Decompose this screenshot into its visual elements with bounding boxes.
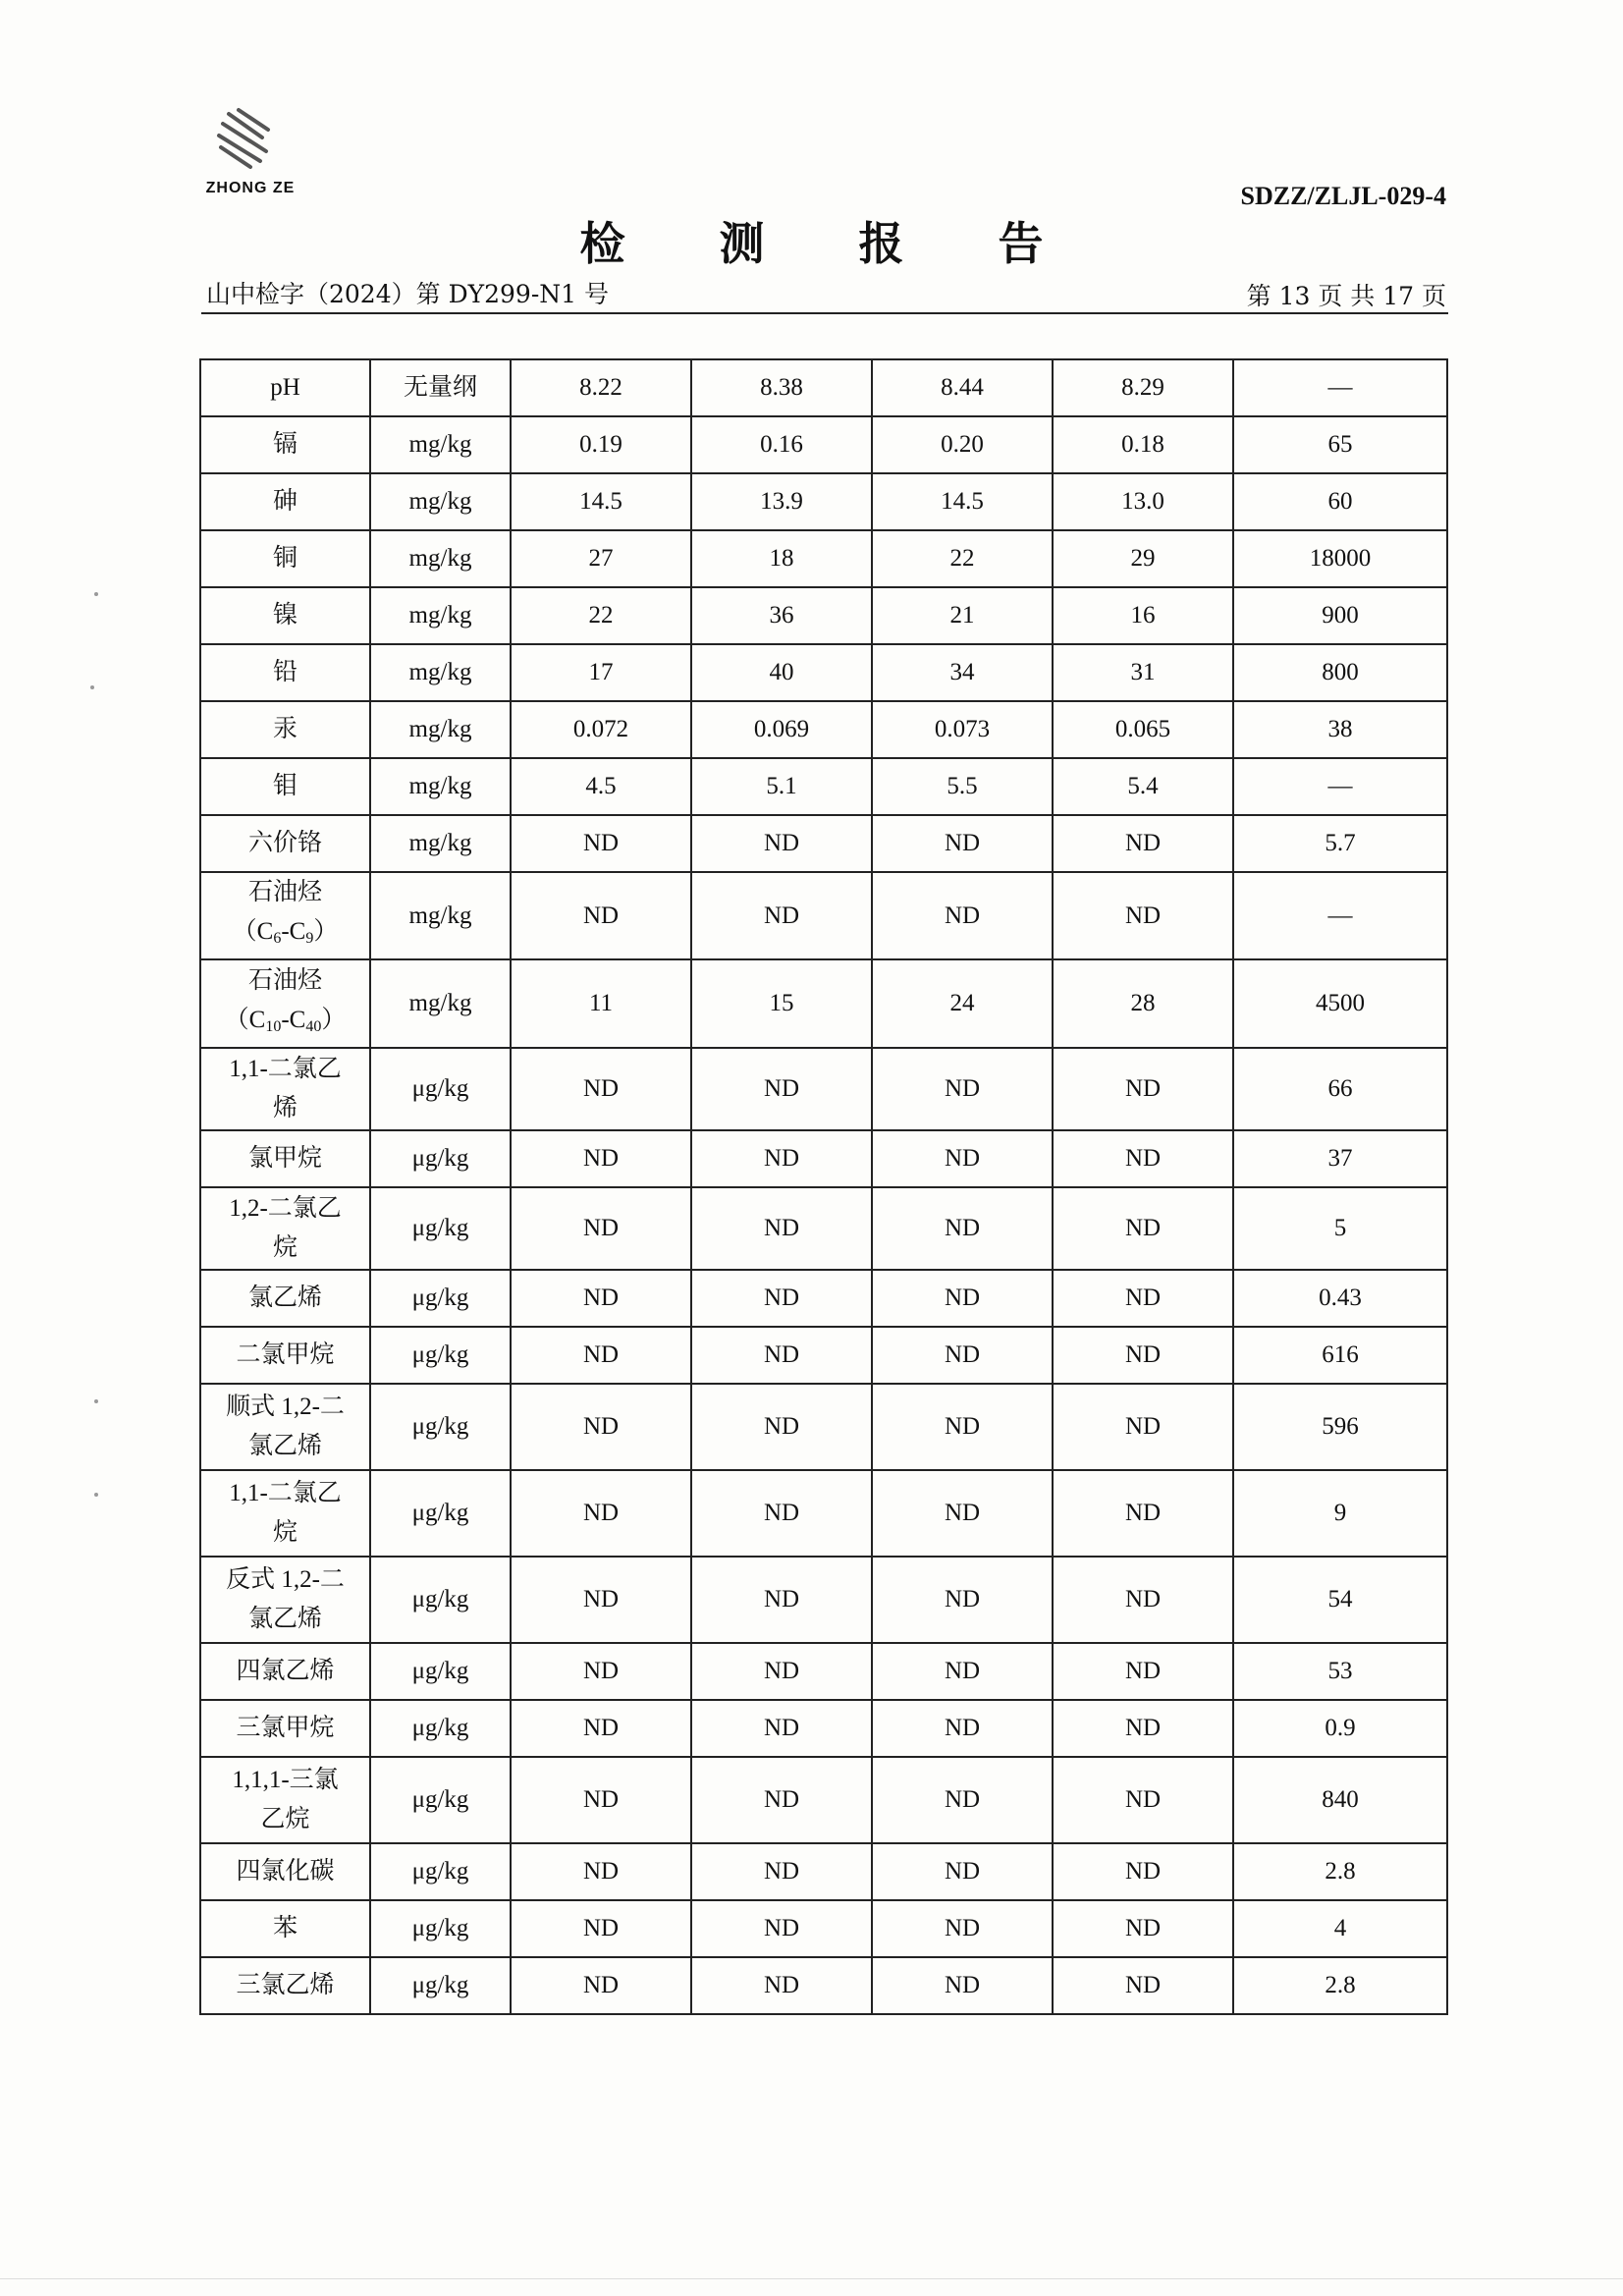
sample-4-cell: ND [1053, 1048, 1233, 1130]
sample-1-cell: ND [511, 1557, 691, 1643]
sample-1-cell: 0.072 [511, 701, 691, 758]
unit-cell: mg/kg [370, 530, 511, 587]
sample-3-cell: ND [872, 1384, 1053, 1470]
sample-3-cell: 24 [872, 959, 1053, 1048]
sample-1-cell: 22 [511, 587, 691, 644]
item-name: 三氯乙烯 [236, 1972, 335, 1998]
unit-cell: mg/kg [370, 587, 511, 644]
sample-3-cell: 5.5 [872, 758, 1053, 815]
item-name: 四氯化碳 [236, 1858, 335, 1885]
sample-3-cell: ND [872, 1048, 1053, 1130]
item-name: 1,2-二氯乙 [229, 1195, 342, 1222]
sample-4-cell: 13.0 [1053, 473, 1233, 530]
item-name-cont: 烯 [272, 1095, 298, 1121]
limit-cell: — [1233, 359, 1447, 416]
sample-4-cell: 5.4 [1053, 758, 1233, 815]
unit-cell: μg/kg [370, 1843, 511, 1900]
sample-1-cell: ND [511, 1843, 691, 1900]
sample-1-cell: 11 [511, 959, 691, 1048]
table-row [200, 758, 1447, 815]
sample-3-cell: ND [872, 1900, 1053, 1957]
limit-cell: 37 [1233, 1130, 1447, 1187]
item-cell [200, 1270, 370, 1327]
sample-3-cell: 34 [872, 644, 1053, 701]
scan-speck [94, 592, 98, 596]
item-name-cont: 乙烷 [260, 1806, 310, 1832]
table-row [200, 1557, 1447, 1643]
sample-2-cell: ND [691, 1757, 872, 1843]
limit-cell: — [1233, 758, 1447, 815]
item-cell [200, 872, 370, 959]
header-divider [201, 312, 1448, 314]
item-cell [200, 815, 370, 872]
limit-cell: 53 [1233, 1643, 1447, 1700]
table-row [200, 644, 1447, 701]
item-name: 钼 [272, 773, 298, 799]
sample-3-cell: 21 [872, 587, 1053, 644]
sample-4-cell: ND [1053, 1643, 1233, 1700]
unit-cell: μg/kg [370, 1187, 511, 1270]
item-name: 1,1-二氯乙 [229, 1480, 342, 1506]
sample-3-cell: ND [872, 1187, 1053, 1270]
sample-1-cell: ND [511, 1900, 691, 1957]
unit-cell: μg/kg [370, 1470, 511, 1557]
sample-4-cell: 16 [1053, 587, 1233, 644]
sample-2-cell: 15 [691, 959, 872, 1048]
scan-speck [90, 685, 94, 689]
company-logo [201, 106, 299, 204]
item-name: 苯 [272, 1915, 298, 1941]
item-name: 石油烃 [247, 879, 322, 905]
item-name: 二氯甲烷 [236, 1341, 335, 1368]
sample-3-cell: ND [872, 1470, 1053, 1557]
limit-cell: 2.8 [1233, 1843, 1447, 1900]
sample-1-cell: ND [511, 872, 691, 959]
unit-cell: μg/kg [370, 1557, 511, 1643]
table-row [200, 359, 1447, 416]
item-name: 四氯乙烯 [236, 1658, 335, 1684]
item-cell [200, 1327, 370, 1384]
table-row [200, 1900, 1447, 1957]
sample-4-cell: ND [1053, 1384, 1233, 1470]
unit-cell: μg/kg [370, 1327, 511, 1384]
sample-1-cell: ND [511, 815, 691, 872]
sample-2-cell: ND [691, 1384, 872, 1470]
sample-4-cell: 28 [1053, 959, 1233, 1048]
item-name-cont: 烷 [272, 1519, 298, 1546]
sample-3-cell: 22 [872, 530, 1053, 587]
logo-text: ZHONG ZE [205, 180, 296, 196]
item-name-cont: $(C_6-C_9)$ [232, 918, 339, 947]
table-row [200, 530, 1447, 587]
sample-2-cell: 36 [691, 587, 872, 644]
sample-1-cell: ND [511, 1957, 691, 2014]
item-name: 砷 [272, 488, 298, 515]
sample-2-cell: 40 [691, 644, 872, 701]
sample-3-cell: ND [872, 1557, 1053, 1643]
table-row [200, 959, 1447, 1048]
sample-1-cell: ND [511, 1048, 691, 1130]
unit-cell: μg/kg [370, 1048, 511, 1130]
unit-cell: μg/kg [370, 1643, 511, 1700]
item-name-cont: $(C_{10}-C_{40})$ [224, 1006, 347, 1035]
sample-2-cell: ND [691, 1900, 872, 1957]
limit-cell: 596 [1233, 1384, 1447, 1470]
sample-4-cell: ND [1053, 1327, 1233, 1384]
sample-1-cell: 17 [511, 644, 691, 701]
sample-4-cell: 8.29 [1053, 359, 1233, 416]
table-row [200, 1270, 1447, 1327]
sample-3-cell: ND [872, 1957, 1053, 2014]
unit-cell: μg/kg [370, 1900, 511, 1957]
sample-3-cell: ND [872, 872, 1053, 959]
unit-cell: mg/kg [370, 416, 511, 473]
sample-3-cell: 0.073 [872, 701, 1053, 758]
scan-edge [0, 2278, 1623, 2279]
unit-cell: μg/kg [370, 1270, 511, 1327]
sample-4-cell: ND [1053, 1843, 1233, 1900]
item-name: 顺式 1,2-二 [226, 1394, 345, 1420]
limit-cell: 5 [1233, 1187, 1447, 1270]
logo-stripes-icon [211, 106, 290, 175]
table-row [200, 815, 1447, 872]
item-name: 铜 [272, 545, 298, 572]
item-name: 反式 1,2-二 [226, 1566, 345, 1593]
sample-3-cell: ND [872, 1327, 1053, 1384]
sample-2-cell: ND [691, 1957, 872, 2014]
limit-cell: 5.7 [1233, 815, 1447, 872]
sample-2-cell: ND [691, 1643, 872, 1700]
unit-cell: μg/kg [370, 1757, 511, 1843]
sample-2-cell: ND [691, 1270, 872, 1327]
item-name: 1,1,1-三氯 [232, 1767, 339, 1793]
item-name: 三氯甲烷 [236, 1715, 335, 1741]
table-row [200, 1700, 1447, 1757]
sample-1-cell: ND [511, 1384, 691, 1470]
unit-cell: μg/kg [370, 1957, 511, 2014]
item-cell [200, 1843, 370, 1900]
table-row [200, 473, 1447, 530]
report-title: 检 测 报 告 [579, 217, 1083, 270]
limit-cell: 2.8 [1233, 1957, 1447, 2014]
table-row [200, 1384, 1447, 1470]
unit-cell: mg/kg [370, 644, 511, 701]
limit-cell: 60 [1233, 473, 1447, 530]
unit-cell: μg/kg [370, 1384, 511, 1470]
sample-2-cell: ND [691, 1327, 872, 1384]
sample-4-cell: ND [1053, 1130, 1233, 1187]
unit-cell: μg/kg [370, 1700, 511, 1757]
limit-cell: 65 [1233, 416, 1447, 473]
sample-1-cell: ND [511, 1757, 691, 1843]
limit-cell: 616 [1233, 1327, 1447, 1384]
item-cell [200, 1900, 370, 1957]
item-cell [200, 530, 370, 587]
sample-4-cell: ND [1053, 1757, 1233, 1843]
table-row [200, 416, 1447, 473]
scan-speck [94, 1493, 98, 1497]
document-code: SDZZ/ZLJL-029-4 [1240, 182, 1446, 210]
sample-1-cell: 27 [511, 530, 691, 587]
item-name: 石油烃 [247, 966, 322, 994]
unit-cell: μg/kg [370, 1130, 511, 1187]
sample-2-cell: 0.16 [691, 416, 872, 473]
scan-speck [94, 1399, 98, 1403]
sample-1-cell: ND [511, 1187, 691, 1270]
sample-1-cell: 4.5 [511, 758, 691, 815]
sample-1-cell: ND [511, 1130, 691, 1187]
limit-cell: 800 [1233, 644, 1447, 701]
sample-2-cell: ND [691, 1187, 872, 1270]
sample-3-cell: ND [872, 1270, 1053, 1327]
sample-3-cell: ND [872, 1757, 1053, 1843]
item-name: pH [270, 374, 300, 401]
table-row [200, 1130, 1447, 1187]
item-name: 镉 [272, 431, 298, 458]
sample-1-cell: ND [511, 1470, 691, 1557]
table-row [200, 1957, 1447, 2014]
table-row [200, 872, 1447, 959]
item-cell [200, 473, 370, 530]
sample-1-cell: ND [511, 1700, 691, 1757]
sample-2-cell: ND [691, 1130, 872, 1187]
item-cell [200, 1470, 370, 1557]
sample-4-cell: 31 [1053, 644, 1233, 701]
sample-4-cell: ND [1053, 1700, 1233, 1757]
sample-1-cell: 14.5 [511, 473, 691, 530]
limit-cell: 900 [1233, 587, 1447, 644]
item-cell [200, 1384, 370, 1470]
sample-4-cell: 0.065 [1053, 701, 1233, 758]
item-cell [200, 1048, 370, 1130]
limit-cell: — [1233, 872, 1447, 959]
limit-cell: 0.9 [1233, 1700, 1447, 1757]
sample-3-cell: ND [872, 1700, 1053, 1757]
unit-cell: mg/kg [370, 473, 511, 530]
table-row [200, 1643, 1447, 1700]
sample-3-cell: ND [872, 815, 1053, 872]
sample-4-cell: ND [1053, 815, 1233, 872]
limit-cell: 840 [1233, 1757, 1447, 1843]
table-row [200, 1327, 1447, 1384]
item-cell [200, 1557, 370, 1643]
item-cell [200, 701, 370, 758]
sample-1-cell: ND [511, 1643, 691, 1700]
sample-1-cell: 0.19 [511, 416, 691, 473]
sample-2-cell: 18 [691, 530, 872, 587]
sample-2-cell: ND [691, 1470, 872, 1557]
sample-4-cell: 0.18 [1053, 416, 1233, 473]
item-name: 汞 [272, 716, 298, 742]
sample-2-cell: ND [691, 1700, 872, 1757]
item-name-cont: 烷 [272, 1234, 298, 1261]
sample-4-cell: ND [1053, 1470, 1233, 1557]
sample-2-cell: 0.069 [691, 701, 872, 758]
unit-cell: mg/kg [370, 959, 511, 1048]
item-cell [200, 758, 370, 815]
sample-1-cell: 8.22 [511, 359, 691, 416]
item-name: 氯乙烯 [247, 1285, 322, 1311]
sample-3-cell: ND [872, 1130, 1053, 1187]
limit-cell: 9 [1233, 1470, 1447, 1557]
unit-cell: mg/kg [370, 872, 511, 959]
table-row [200, 587, 1447, 644]
limit-cell: 38 [1233, 701, 1447, 758]
item-cell [200, 1130, 370, 1187]
table-row [200, 1843, 1447, 1900]
item-name: 1,1-二氯乙 [229, 1056, 342, 1082]
sample-1-cell: ND [511, 1327, 691, 1384]
table-row [200, 1470, 1447, 1557]
limit-cell: 4500 [1233, 959, 1447, 1048]
sample-3-cell: 14.5 [872, 473, 1053, 530]
results-table [199, 358, 1448, 2015]
unit-cell: 无量纲 [370, 359, 511, 416]
limit-cell: 0.43 [1233, 1270, 1447, 1327]
sample-2-cell: 8.38 [691, 359, 872, 416]
sample-4-cell: ND [1053, 1187, 1233, 1270]
sample-4-cell: ND [1053, 1557, 1233, 1643]
item-cell [200, 1957, 370, 2014]
unit-cell: mg/kg [370, 815, 511, 872]
item-cell [200, 1700, 370, 1757]
sample-3-cell: 8.44 [872, 359, 1053, 416]
table-row [200, 1048, 1447, 1130]
page-number: 第 13 页 共 17 页 [1246, 282, 1446, 310]
unit-cell: mg/kg [370, 701, 511, 758]
report-number: 山中检字（2024）第 DY299-N1 号 [206, 280, 610, 308]
item-name: 镍 [272, 602, 298, 629]
sample-2-cell: 5.1 [691, 758, 872, 815]
item-cell [200, 1757, 370, 1843]
item-cell [200, 359, 370, 416]
limit-cell: 54 [1233, 1557, 1447, 1643]
unit-cell: mg/kg [370, 758, 511, 815]
sample-2-cell: 13.9 [691, 473, 872, 530]
table-row [200, 701, 1447, 758]
sample-1-cell: ND [511, 1270, 691, 1327]
item-name-cont: 氯乙烯 [247, 1606, 322, 1632]
sample-3-cell: ND [872, 1843, 1053, 1900]
item-cell [200, 416, 370, 473]
sample-2-cell: ND [691, 1557, 872, 1643]
sample-4-cell: ND [1053, 1957, 1233, 2014]
sample-2-cell: ND [691, 815, 872, 872]
sample-4-cell: ND [1053, 1270, 1233, 1327]
item-cell [200, 587, 370, 644]
table-row [200, 1757, 1447, 1843]
table-row [200, 1187, 1447, 1270]
limit-cell: 66 [1233, 1048, 1447, 1130]
item-cell [200, 644, 370, 701]
item-cell [200, 1187, 370, 1270]
sample-4-cell: 29 [1053, 530, 1233, 587]
item-cell [200, 1643, 370, 1700]
item-name: 铅 [272, 659, 298, 685]
sample-4-cell: ND [1053, 1900, 1233, 1957]
item-name-cont: 氯乙烯 [247, 1433, 322, 1459]
sample-2-cell: ND [691, 1843, 872, 1900]
item-cell [200, 959, 370, 1048]
limit-cell: 4 [1233, 1900, 1447, 1957]
sample-2-cell: ND [691, 872, 872, 959]
sample-4-cell: ND [1053, 872, 1233, 959]
item-name: 六价铬 [247, 830, 322, 856]
item-name: 氯甲烷 [247, 1145, 322, 1172]
sample-3-cell: 0.20 [872, 416, 1053, 473]
sample-2-cell: ND [691, 1048, 872, 1130]
sample-3-cell: ND [872, 1643, 1053, 1700]
limit-cell: 18000 [1233, 530, 1447, 587]
